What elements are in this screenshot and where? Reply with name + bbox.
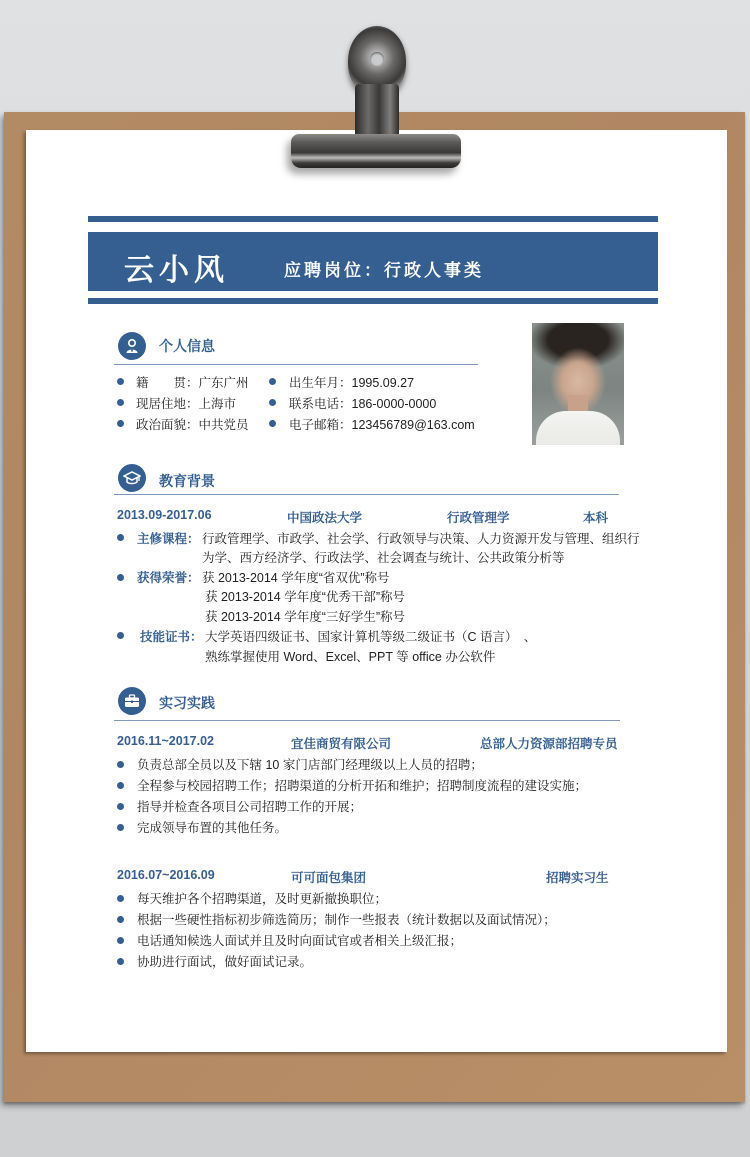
clip-base — [291, 134, 461, 168]
job-duty: 指导并检查各项目公司招聘工作的开展； — [137, 800, 363, 814]
bullet-icon — [117, 378, 124, 385]
education-major: 行政管理学 — [447, 511, 510, 525]
info-political-status: 政治面貌：中共党员 — [136, 418, 249, 432]
job-duty: 根据一些硬性指标初步筛选简历；制作一些报表（统计数据以及面试情况）； — [137, 913, 556, 927]
bullet-icon — [117, 937, 124, 944]
header-bottom-bar — [88, 298, 658, 304]
job-duty: 协助进行面试，做好面试记录。 — [137, 955, 313, 969]
graduation-cap-icon — [118, 464, 146, 492]
photo-shirt — [536, 411, 620, 445]
job-duty: 完成领导布置的其他任务。 — [137, 821, 288, 835]
info-residence: 现居住地：上海市 — [136, 397, 237, 411]
skills-line-1: 大学英语四级证书、国家计算机等级二级证书（C 语言） 、 — [205, 630, 537, 644]
bullet-icon — [117, 632, 124, 639]
bullet-icon — [269, 378, 276, 385]
job-role: 总部人力资源部招聘专员 — [480, 737, 618, 751]
job-role: 招聘实习生 — [546, 871, 609, 885]
bullet-icon — [117, 399, 124, 406]
job-company: 宜佳商贸有限公司 — [291, 737, 392, 751]
courses-label: 主修课程： — [137, 532, 200, 546]
info-birth-date: 出生年月：1995.09.27 — [289, 376, 415, 390]
bullet-icon — [117, 534, 124, 541]
bullet-icon — [117, 574, 124, 581]
job-company: 可可面包集团 — [291, 871, 367, 885]
education-degree: 本科 — [583, 511, 609, 525]
bullet-icon — [117, 824, 124, 831]
bullet-icon — [117, 916, 124, 923]
bullet-icon — [269, 420, 276, 427]
job-duty: 电话通知候选人面试并且及时向面试官或者相关上级汇报； — [137, 934, 463, 948]
job-period: 2016.11~2017.02 — [117, 734, 214, 748]
bullet-icon — [117, 958, 124, 965]
bullet-icon — [117, 803, 124, 810]
job-duty: 负责总部全员以及下辖 10 家门店部门经理级以上人员的招聘； — [137, 758, 483, 772]
bullet-icon — [117, 761, 124, 768]
bullet-icon — [117, 895, 124, 902]
section-title-education: 教育背景 — [159, 473, 215, 489]
education-period: 2013.09-2017.06 — [117, 508, 212, 522]
bullet-icon — [117, 782, 124, 789]
clip-hole — [370, 52, 384, 66]
honors-label: 获得荣誉： — [137, 571, 200, 585]
position-applied: 应聘岗位：行政人事类 — [284, 261, 484, 281]
info-hometown: 籍 贯：广东广州 — [136, 376, 249, 390]
job-duty: 全程参与校园招聘工作；招聘渠道的分析开拓和维护；招聘制度流程的建设实施； — [137, 779, 588, 793]
honor-item: 获 2013-2014 学年度“三好学生”称号 — [205, 610, 406, 624]
clip-stem — [355, 84, 399, 139]
binder-clip — [285, 22, 465, 172]
header-band — [88, 232, 658, 291]
honor-item: 获 2013-2014 学年度“优秀干部”称号 — [205, 590, 406, 604]
header-top-bar — [88, 216, 658, 222]
candidate-name: 云小风 — [124, 253, 229, 288]
education-school: 中国政法大学 — [287, 511, 363, 525]
section-divider — [114, 494, 619, 495]
portrait-photo — [532, 323, 624, 445]
section-title-internship: 实习实践 — [159, 695, 215, 711]
briefcase-icon — [118, 687, 146, 715]
skills-line-2: 熟练掌握使用 Word、Excel、PPT 等 office 办公软件 — [205, 650, 496, 664]
info-phone: 联系电话：186-0000-0000 — [289, 397, 437, 411]
person-icon — [118, 332, 146, 360]
courses-line-2: 为学、西方经济学、行政法学、社会调查与统计、公共政策分析等 — [202, 551, 565, 565]
section-title-personal-info: 个人信息 — [159, 338, 215, 354]
info-email: 电子邮箱：123456789@163.com — [289, 418, 475, 432]
skills-label: 技能证书： — [140, 630, 203, 644]
job-duty: 每天维护各个招聘渠道，及时更新撤换职位； — [137, 892, 388, 906]
courses-line-1: 行政管理学、市政学、社会学、行政领导与决策、人力资源开发与管理、组织行 — [202, 532, 640, 546]
honor-item: 获 2013-2014 学年度“省双优”称号 — [202, 571, 390, 585]
bullet-icon — [117, 420, 124, 427]
section-divider — [114, 364, 478, 365]
job-period: 2016.07~2016.09 — [117, 868, 215, 882]
section-divider — [114, 720, 620, 721]
bullet-icon — [269, 399, 276, 406]
